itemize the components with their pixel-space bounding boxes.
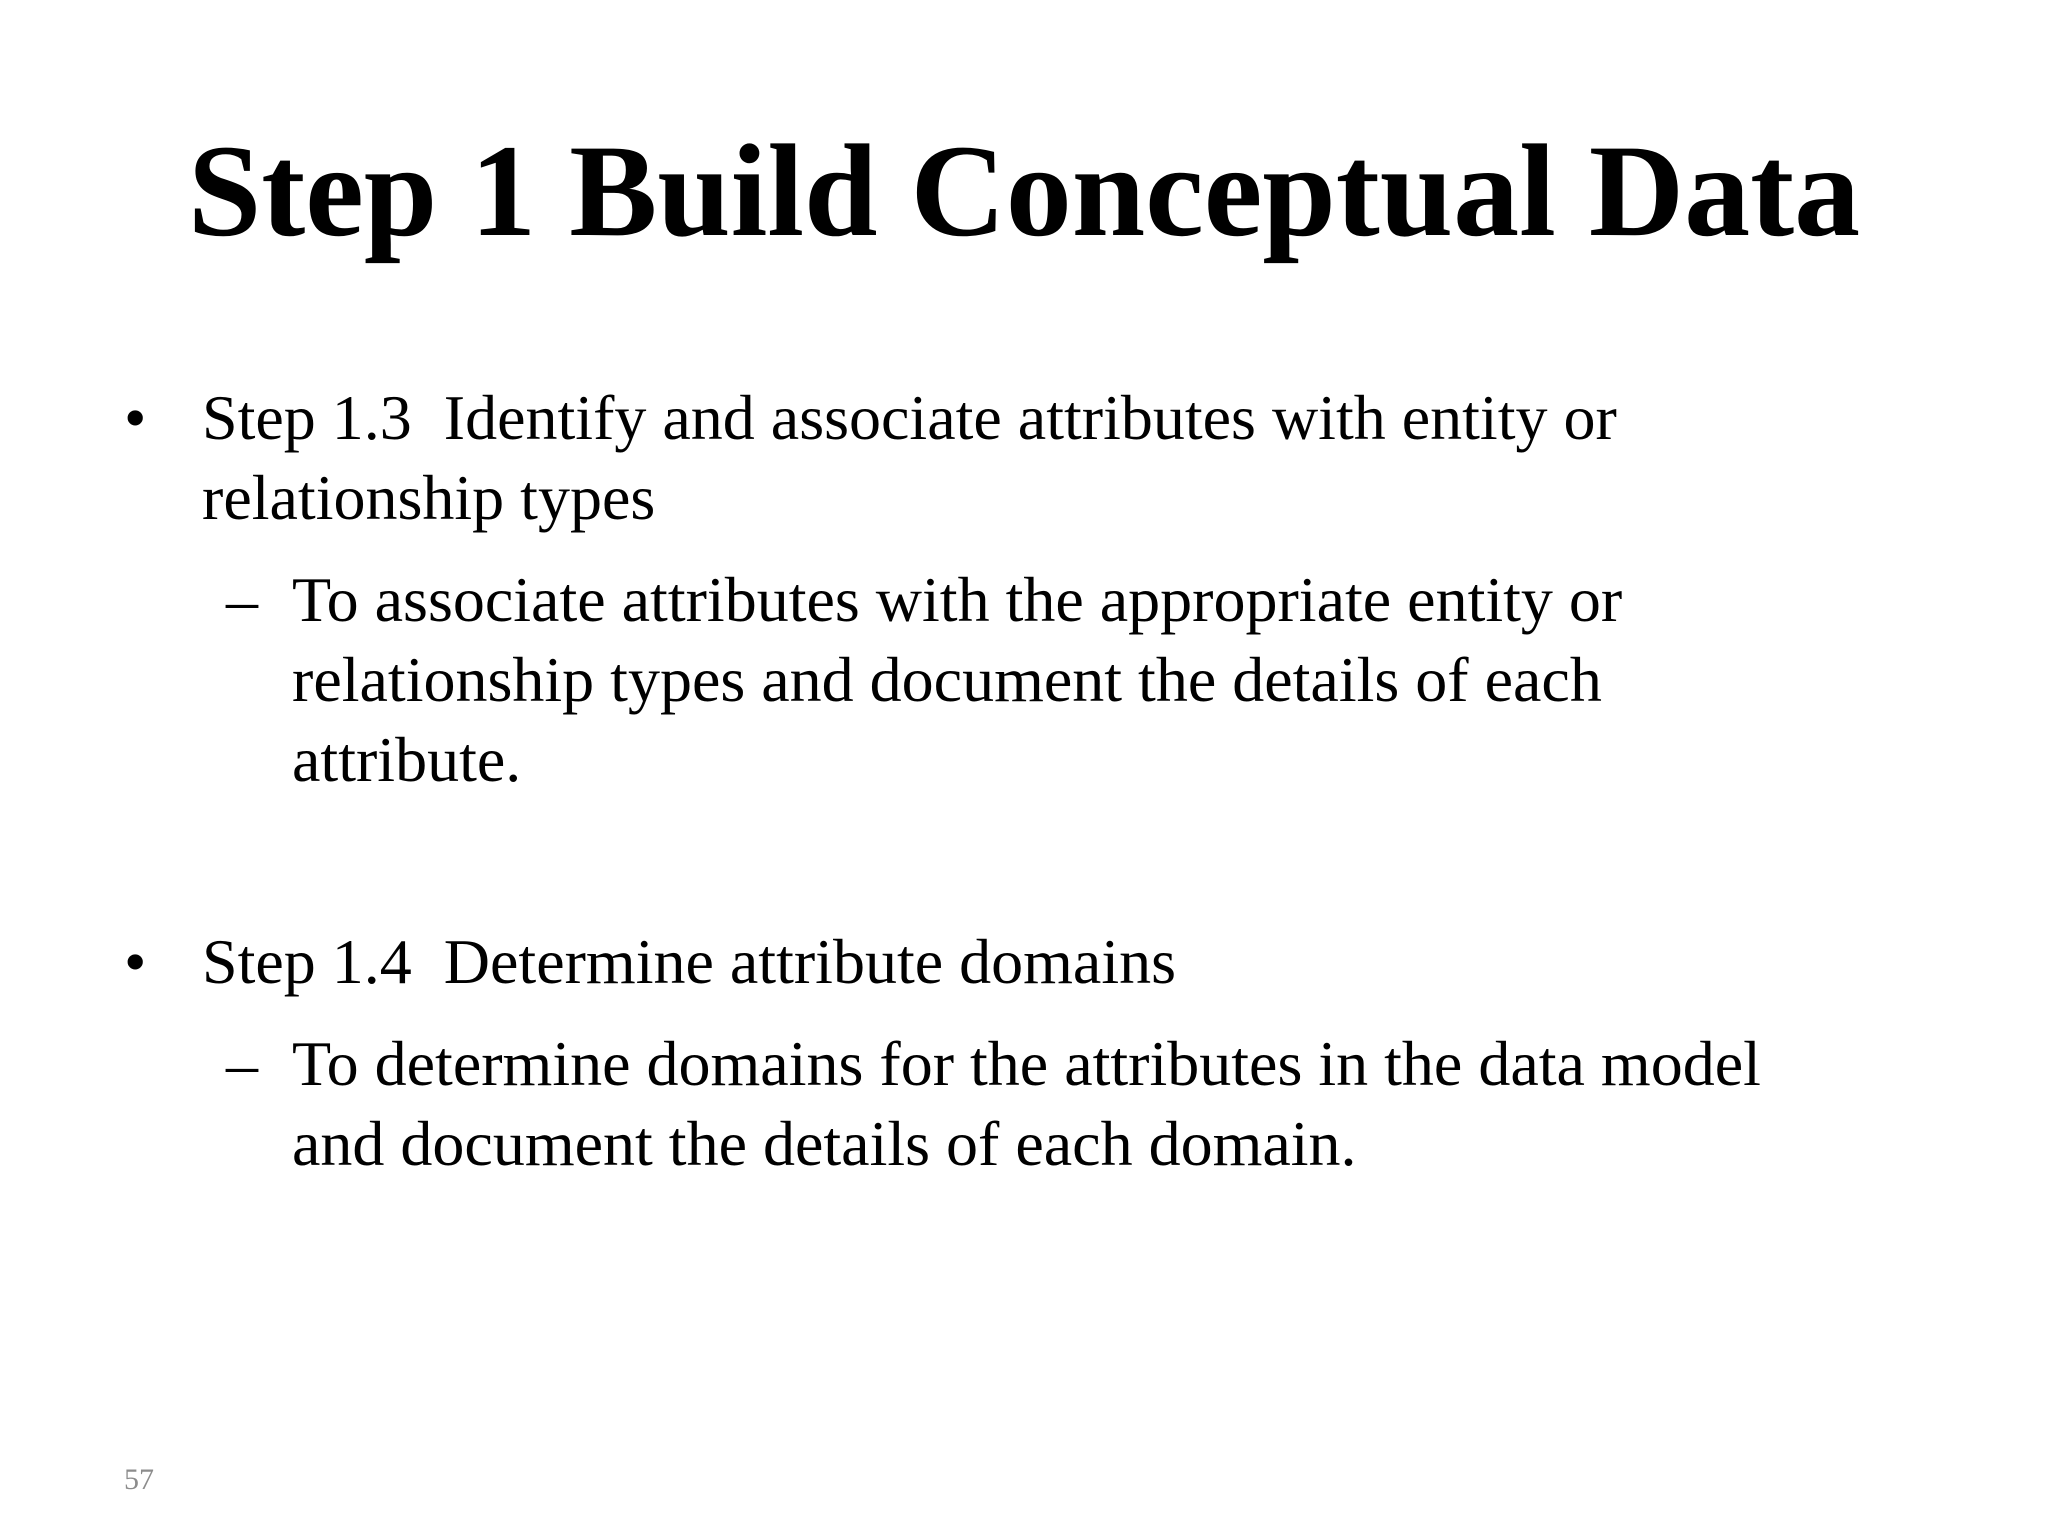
bullet-icon: • xyxy=(124,382,147,453)
sub-bullet-icon: – xyxy=(226,1028,258,1099)
sub-bullet-icon: – xyxy=(226,564,258,635)
bullet-2-line-1: Step 1.4 Determine attribute domains xyxy=(202,926,1176,997)
slide-number: 57 xyxy=(124,1463,154,1496)
bullet-icon: • xyxy=(124,926,147,997)
sub-bullet-2-line-2: and document the details of each domain. xyxy=(292,1108,1357,1179)
sub-bullet-1-line-2: relationship types and document the details of each xyxy=(292,644,1602,715)
bullet-1-line-1: Step 1.3 Identify and associate attributes with entity or xyxy=(202,382,1617,453)
sub-bullet-2-line-1: To determine domains for the attributes in the data model xyxy=(292,1028,1761,1099)
bullet-1-line-2: relationship types xyxy=(202,462,656,533)
sub-bullet-1-line-1: To associate attributes with the appropriate entity or xyxy=(292,564,1623,635)
sub-bullet-1-line-3: attribute. xyxy=(292,724,522,795)
slide-title: Step 1 Build Conceptual Data xyxy=(187,117,1861,264)
